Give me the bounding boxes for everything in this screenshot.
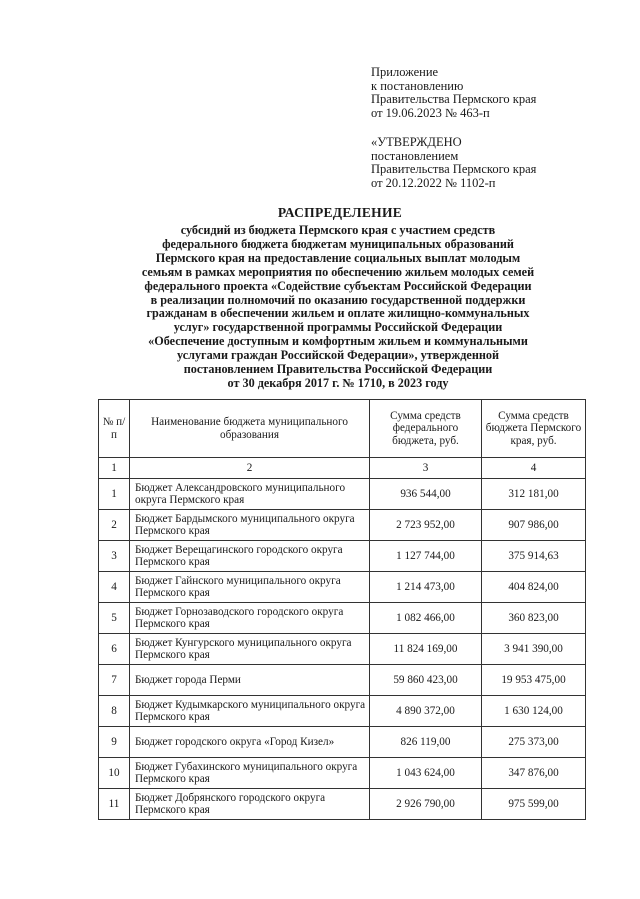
approval-line: от 20.12.2022 № 1102-п [371,175,496,190]
subtitle-line: «Обеспечение доступным и комфортным жильем и коммунальными [148,334,528,349]
row-number: 8 [99,696,130,727]
row-federal-sum: 2 926 790,00 [370,789,482,820]
table-row [99,572,586,603]
row-number: 2 [99,510,130,541]
row-federal-sum: 11 824 169,00 [370,634,482,665]
document-subtitle [88,224,588,391]
column-index-row [99,458,586,479]
table-row [99,727,586,758]
approval-line: Правительства Пермского края [371,162,537,177]
subtitle-line: федерального бюджета бюджетам муниципальных образований [162,236,514,251]
row-regional-sum: 907 986,00 [482,510,586,541]
row-number: 11 [99,789,130,820]
column-index: 2 [130,458,370,479]
subtitle-line: Пермского края на предоставление социальных выплат молодым [155,250,521,265]
row-regional-sum: 360 823,00 [482,603,586,634]
row-budget-name: Бюджет Гайнского муниципального округа Пермского края [130,572,370,603]
table-row [99,696,586,727]
annex-line: от 19.06.2023 № 463-п [371,105,490,120]
table-row [99,634,586,665]
row-number: 7 [99,665,130,696]
table-row [99,479,586,510]
row-number: 9 [99,727,130,758]
row-budget-name: Бюджет Губахинского муниципального округа Пермского края [130,758,370,789]
row-regional-sum: 275 373,00 [482,727,586,758]
distribution-table [98,399,586,820]
row-regional-sum: 404 824,00 [482,572,586,603]
row-budget-name: Бюджет Верещагинского городского округа Пермского края [130,541,370,572]
subtitle-line: федерального проекта «Содействие субъектам Российской Федерации [144,278,532,293]
subtitle-line: услугами граждан Российской Федерации», утвержденной [177,348,499,363]
row-regional-sum: 1 630 124,00 [482,696,586,727]
row-number: 5 [99,603,130,634]
row-number: 6 [99,634,130,665]
row-federal-sum: 59 860 423,00 [370,665,482,696]
table-row [99,541,586,572]
row-regional-sum: 975 599,00 [482,789,586,820]
row-regional-sum: 375 914,63 [482,541,586,572]
annex-line: Правительства Пермского края [371,92,537,107]
approval-line: «УТВЕРЖДЕНО [371,135,462,149]
row-budget-name: Бюджет городского округа «Город Кизел» [130,727,370,758]
row-number: 10 [99,758,130,789]
subtitle-line: от 30 декабря 2017 г. № 1710, в 2023 году [227,375,449,390]
row-budget-name: Бюджет Кунгурского муниципального округа Пермского края [130,634,370,665]
row-number: 1 [99,479,130,510]
row-regional-sum: 347 876,00 [482,758,586,789]
subtitle-line: семьям в рамках мероприятия по обеспечению жильем молодых семей [141,264,535,279]
header-regional: Сумма средств бюджета Пермского края, руб. [482,400,586,458]
row-budget-name: Бюджет Горнозаводского городского округа Пермского края [130,603,370,634]
table-row [99,665,586,696]
subtitle-line: постановлением Правительства Российской Федерации [183,362,493,377]
row-regional-sum: 3 941 390,00 [482,634,586,665]
row-number: 4 [99,572,130,603]
approval-stamp-block [371,136,621,190]
row-regional-sum: 19 953 475,00 [482,665,586,696]
annex-line: к постановлению [371,78,464,93]
row-federal-sum: 826 119,00 [370,727,482,758]
row-budget-name: Бюджет Добрянского городского округа Пермского края [130,789,370,820]
row-federal-sum: 1 214 473,00 [370,572,482,603]
annex-line: Приложение [371,65,439,79]
column-index: 4 [482,458,586,479]
approval-line: постановлением [371,148,459,163]
header-name: Наименование бюджета муниципального образования [130,400,370,458]
row-federal-sum: 2 723 952,00 [370,510,482,541]
row-budget-name: Бюджет города Перми [130,665,370,696]
row-federal-sum: 4 890 372,00 [370,696,482,727]
subtitle-line: гражданам в обеспечении жильем и оплате жилищно-коммунальных [146,306,530,321]
row-budget-name: Бюджет Бардымского муниципального округа Пермского края [130,510,370,541]
row-federal-sum: 1 043 624,00 [370,758,482,789]
annex-block [371,66,621,120]
row-federal-sum: 936 544,00 [370,479,482,510]
table-row [99,789,586,820]
subtitle-line: субсидий из бюджета Пермского края с участием средств [180,223,496,237]
table-row [99,758,586,789]
table-row [99,603,586,634]
row-regional-sum: 312 181,00 [482,479,586,510]
header-num: № п/п [99,400,130,458]
table-header-row [99,400,586,458]
row-federal-sum: 1 127 744,00 [370,541,482,572]
row-budget-name: Бюджет Александровского муниципального округа Пермского края [130,479,370,510]
row-number: 3 [99,541,130,572]
row-budget-name: Бюджет Кудымкарского муниципального округа Пермского края [130,696,370,727]
document-title: РАСПРЕДЕЛЕНИЕ [277,205,403,220]
subtitle-line: в реализации полномочий по оказанию государственной поддержки [150,292,526,307]
row-federal-sum: 1 082 466,00 [370,603,482,634]
column-index: 1 [99,458,130,479]
column-index: 3 [370,458,482,479]
subtitle-line: услуг» государственной программы Российской Федерации [173,320,503,335]
header-federal: Сумма средств федерального бюджета, руб. [370,400,482,458]
table-row [99,510,586,541]
